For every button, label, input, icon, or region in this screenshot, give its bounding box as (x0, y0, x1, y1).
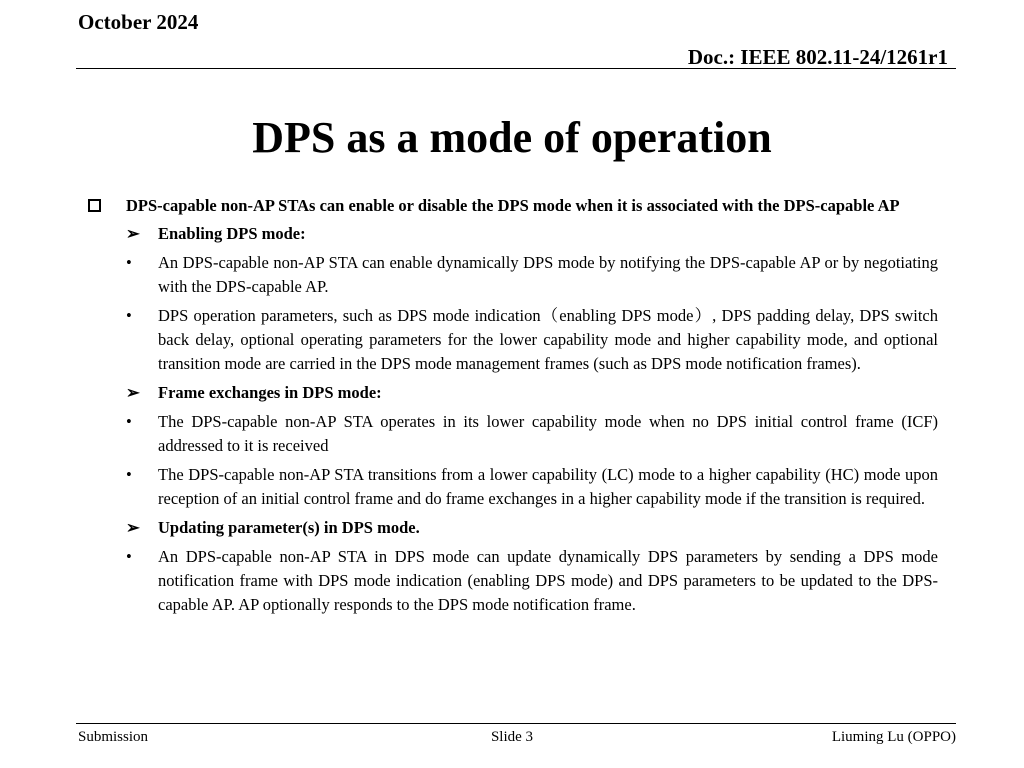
footer-slide-number: Slide 3 (490, 729, 534, 745)
slide-title: DPS as a mode of operation (252, 113, 772, 162)
dot-bullet-icon: • (126, 306, 132, 325)
square-bullet-icon (88, 199, 101, 212)
bullet-item-text: The DPS-capable non-AP STA operates in its lower capability mode when no DPS initial control frame (ICF) addressed to it is received (158, 412, 938, 455)
footer-divider (76, 723, 956, 724)
dot-bullet-icon: • (126, 253, 132, 272)
bullet-item (84, 463, 938, 511)
section-heading-text: Frame exchanges in DPS mode: (158, 383, 382, 402)
dot-bullet-icon: • (126, 412, 132, 431)
bullet-item (84, 304, 938, 376)
header-doc-id: Doc.: IEEE 802.11-24/1261r1 (687, 45, 948, 69)
header-divider (76, 68, 956, 69)
slide-body (84, 194, 938, 622)
section-heading (84, 381, 938, 405)
footer-submission: Submission (78, 729, 149, 745)
header-date: October 2024 (78, 10, 199, 34)
footer-author: Liuming Lu (OPPO) (831, 729, 956, 745)
bullet-item-text: The DPS-capable non-AP STA transitions from a lower capability (LC) mode to a higher capability (HC) mode upon reception of an initial control frame and do frame exchanges in a higher capability mode if the transition is required. (158, 465, 938, 508)
section-heading (84, 222, 938, 246)
bullet-item (84, 545, 938, 617)
main-bullet (84, 194, 938, 218)
bullet-item (84, 251, 938, 299)
dot-bullet-icon: • (126, 465, 132, 484)
bullet-item-text: An DPS-capable non-AP STA in DPS mode can update dynamically DPS parameters by sending a DPS mode notification frame with DPS mode indication (enabling DPS mode) and DPS parameters to be updated to the DPS-capable AP. AP optionally responds to the DPS mode notification frame. (158, 547, 938, 614)
section-heading-text: Enabling DPS mode: (158, 224, 306, 243)
bullet-item-text: DPS operation parameters, such as DPS mode indication（enabling DPS mode）, DPS padding delay, DPS switch back delay, optional operating parameters for the lower capability mode and higher capability mode, and optional transition mode are carried in the DPS mode management frames (such as DPS mode notification frames). (158, 306, 938, 373)
arrow-bullet-icon: ➢ (126, 224, 140, 243)
section-heading (84, 516, 938, 540)
section-heading-text: Updating parameter(s) in DPS mode. (158, 518, 420, 537)
bullet-item-text: An DPS-capable non-AP STA can enable dynamically DPS mode by notifying the DPS-capable AP or by negotiating with the DPS-capable AP. (158, 253, 938, 296)
arrow-bullet-icon: ➢ (126, 383, 140, 402)
arrow-bullet-icon: ➢ (126, 518, 140, 537)
main-bullet-text: DPS-capable non-AP STAs can enable or disable the DPS mode when it is associated with the DPS-capable AP (126, 196, 900, 215)
dot-bullet-icon: • (126, 547, 132, 566)
bullet-item (84, 410, 938, 458)
